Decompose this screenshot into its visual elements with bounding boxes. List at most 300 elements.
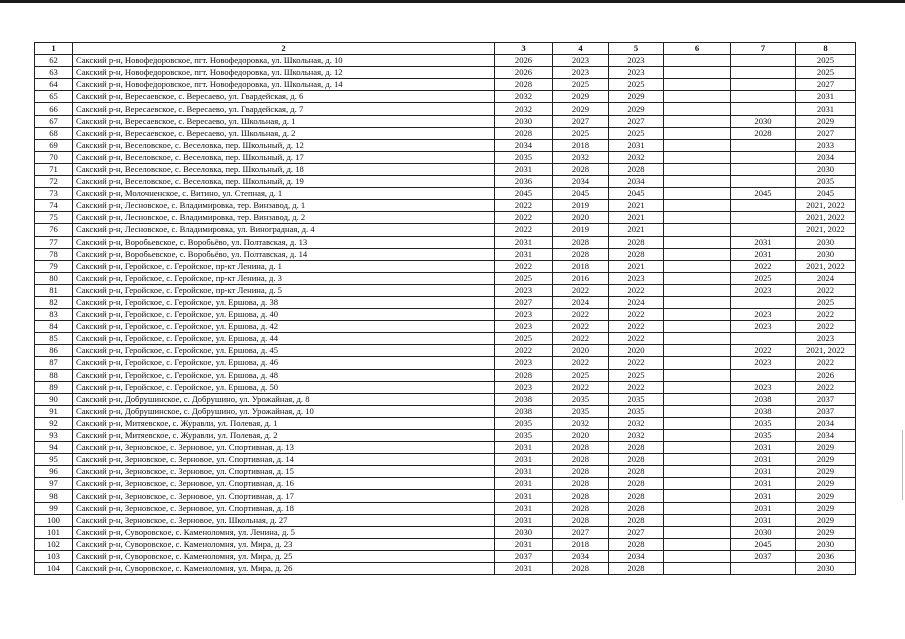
year-cell	[664, 563, 731, 575]
row-number-cell: 73	[35, 188, 73, 200]
year-cell: 2016	[553, 272, 609, 284]
year-cell	[664, 212, 731, 224]
table-row	[35, 296, 856, 308]
year-cell	[664, 127, 731, 139]
year-cell	[664, 381, 731, 393]
row-number-cell: 93	[35, 430, 73, 442]
row-number-cell: 66	[35, 103, 73, 115]
row-number-cell: 78	[35, 248, 73, 260]
address-cell: Сакский р-н, Геройское, с. Геройское, пр-кт Ленина, д. 5	[73, 284, 495, 296]
year-cell: 2022	[609, 357, 664, 369]
year-cell	[731, 139, 796, 151]
year-cell: 2028	[553, 163, 609, 175]
year-cell	[731, 79, 796, 91]
address-cell: Сакский р-н, Суворовское, с. Каменоломня, ул. Мира, д. 25	[73, 550, 495, 562]
year-cell: 2029	[796, 115, 856, 127]
year-cell: 2035	[796, 176, 856, 188]
year-cell: 2031	[495, 454, 553, 466]
table-row	[35, 490, 856, 502]
year-cell: 2025	[553, 369, 609, 381]
year-cell: 2018	[553, 538, 609, 550]
year-cell: 2027	[796, 79, 856, 91]
year-cell	[731, 333, 796, 345]
table-row	[35, 272, 856, 284]
year-cell: 2022	[609, 321, 664, 333]
year-cell	[664, 405, 731, 417]
year-cell: 2028	[731, 127, 796, 139]
scan-top-edge	[0, 0, 905, 3]
address-cell: Сакский р-н, Веселовское, с. Веселовка, пер. Школьный, д. 19	[73, 176, 495, 188]
address-cell: Сакский р-н, Геройское, с. Геройское, ул. Ершова, д. 42	[73, 321, 495, 333]
address-cell: Сакский р-н, Лесновское, с. Владимировка, тер. Винзавод, д. 1	[73, 200, 495, 212]
table-row	[35, 91, 856, 103]
table-row	[35, 430, 856, 442]
year-cell: 2034	[609, 176, 664, 188]
year-cell	[664, 284, 731, 296]
year-cell	[664, 103, 731, 115]
year-cell: 2032	[553, 151, 609, 163]
year-cell: 2029	[796, 478, 856, 490]
row-number-cell: 96	[35, 466, 73, 478]
year-cell: 2022	[553, 381, 609, 393]
address-cell: Сакский р-н, Зерновское, с. Зерновое, ул. Спортивная, д. 15	[73, 466, 495, 478]
year-cell: 2023	[495, 357, 553, 369]
year-cell: 2023	[609, 67, 664, 79]
year-cell: 2023	[796, 333, 856, 345]
year-cell: 2028	[609, 514, 664, 526]
year-cell: 2037	[495, 550, 553, 562]
year-cell	[731, 212, 796, 224]
year-cell	[664, 260, 731, 272]
year-cell: 2022	[796, 381, 856, 393]
year-cell	[664, 478, 731, 490]
address-cell: Сакский р-н, Зерновское, с. Зерновое, ул. Спортивная, д. 18	[73, 502, 495, 514]
year-cell: 2031	[731, 442, 796, 454]
year-cell: 2028	[495, 369, 553, 381]
year-cell	[664, 236, 731, 248]
column-header-8: 8	[796, 43, 856, 55]
column-header-2: 2	[73, 43, 495, 55]
row-number-cell: 88	[35, 369, 73, 381]
year-cell: 2028	[609, 454, 664, 466]
year-cell: 2035	[609, 405, 664, 417]
year-cell: 2026	[495, 55, 553, 67]
document-page	[34, 42, 856, 575]
year-cell	[664, 514, 731, 526]
year-cell: 2035	[609, 393, 664, 405]
year-cell: 2035	[553, 405, 609, 417]
address-cell: Сакский р-н, Лесновское, с. Владимировка, тер. Винзавод, д. 2	[73, 212, 495, 224]
year-cell: 2030	[495, 526, 553, 538]
year-cell: 2031	[495, 563, 553, 575]
year-cell	[731, 296, 796, 308]
address-cell: Сакский р-н, Вересаевское, с. Вересаево, ул. Гвардейская, д. 7	[73, 103, 495, 115]
year-cell: 2034	[609, 550, 664, 562]
year-cell	[731, 103, 796, 115]
year-cell: 2031	[495, 248, 553, 260]
year-cell: 2029	[796, 466, 856, 478]
address-cell: Сакский р-н, Геройское, с. Геройское, ул. Ершова, д. 45	[73, 345, 495, 357]
table-row	[35, 248, 856, 260]
address-cell: Сакский р-н, Геройское, с. Геройское, ул. Ершова, д. 38	[73, 296, 495, 308]
address-cell: Сакский р-н, Геройское, с. Геройское, пр-кт Ленина, д. 3	[73, 272, 495, 284]
year-cell	[731, 163, 796, 175]
year-cell: 2023	[553, 55, 609, 67]
table-row	[35, 538, 856, 550]
year-cell: 2021, 2022	[796, 224, 856, 236]
address-cell: Сакский р-н, Лесновское, с. Владимировка, ул. Виноградная, д. 4	[73, 224, 495, 236]
year-cell	[664, 442, 731, 454]
row-number-cell: 90	[35, 393, 73, 405]
table-row	[35, 321, 856, 333]
row-number-cell: 64	[35, 79, 73, 91]
row-number-cell: 74	[35, 200, 73, 212]
table-row	[35, 478, 856, 490]
year-cell: 2022	[609, 309, 664, 321]
year-cell: 2033	[796, 139, 856, 151]
year-cell: 2031	[495, 236, 553, 248]
table-row	[35, 212, 856, 224]
address-cell: Сакский р-н, Геройское, с. Геройское, ул. Ершова, д. 44	[73, 333, 495, 345]
year-cell: 2022	[553, 309, 609, 321]
year-cell	[664, 139, 731, 151]
year-cell: 2035	[553, 393, 609, 405]
year-cell: 2028	[553, 514, 609, 526]
year-cell: 2027	[553, 526, 609, 538]
table-row	[35, 526, 856, 538]
year-cell: 2037	[796, 405, 856, 417]
row-number-cell: 98	[35, 490, 73, 502]
year-cell: 2025	[495, 333, 553, 345]
address-cell: Сакский р-н, Суворовское, с. Каменоломня, ул. Мира, д. 23	[73, 538, 495, 550]
year-cell: 2022	[796, 321, 856, 333]
row-number-cell: 104	[35, 563, 73, 575]
year-cell: 2045	[495, 188, 553, 200]
year-cell: 2028	[553, 236, 609, 248]
year-cell: 2021, 2022	[796, 260, 856, 272]
year-cell: 2030	[796, 538, 856, 550]
year-cell: 2020	[553, 345, 609, 357]
year-cell: 2023	[731, 381, 796, 393]
year-cell: 2032	[495, 91, 553, 103]
table-row	[35, 163, 856, 175]
year-cell: 2019	[553, 224, 609, 236]
year-cell: 2022	[731, 345, 796, 357]
year-cell: 2032	[495, 103, 553, 115]
year-cell: 2031	[731, 248, 796, 260]
table-row	[35, 345, 856, 357]
year-cell: 2038	[731, 405, 796, 417]
year-cell	[664, 200, 731, 212]
year-cell: 2031	[495, 478, 553, 490]
year-cell	[731, 200, 796, 212]
year-cell	[664, 369, 731, 381]
year-cell: 2031	[796, 91, 856, 103]
row-number-cell: 71	[35, 163, 73, 175]
year-cell	[731, 224, 796, 236]
year-cell: 2028	[553, 478, 609, 490]
year-cell	[664, 526, 731, 538]
year-cell: 2035	[495, 430, 553, 442]
row-number-cell: 91	[35, 405, 73, 417]
year-cell: 2023	[495, 321, 553, 333]
year-cell: 2032	[609, 430, 664, 442]
year-cell: 2020	[553, 430, 609, 442]
year-cell: 2025	[796, 67, 856, 79]
year-cell: 2032	[609, 417, 664, 429]
year-cell: 2022	[796, 357, 856, 369]
data-table	[34, 42, 856, 575]
table-row	[35, 200, 856, 212]
year-cell: 2030	[796, 248, 856, 260]
year-cell: 2029	[796, 514, 856, 526]
address-cell: Сакский р-н, Молочненское, с. Витино, ул. Степная, д. 1	[73, 188, 495, 200]
year-cell: 2028	[609, 442, 664, 454]
year-cell	[731, 151, 796, 163]
year-cell: 2034	[796, 430, 856, 442]
year-cell: 2031	[495, 502, 553, 514]
year-cell	[664, 296, 731, 308]
year-cell: 2022	[796, 309, 856, 321]
year-cell: 2035	[495, 417, 553, 429]
year-cell: 2025	[796, 55, 856, 67]
address-cell: Сакский р-н, Добрушинское, с. Добрушино, ул. Урожайная, д. 8	[73, 393, 495, 405]
address-cell: Сакский р-н, Геройское, с. Геройское, ул. Ершова, д. 50	[73, 381, 495, 393]
year-cell: 2045	[609, 188, 664, 200]
row-number-cell: 69	[35, 139, 73, 151]
year-cell: 2030	[731, 115, 796, 127]
year-cell: 2021, 2022	[796, 345, 856, 357]
address-cell: Сакский р-н, Зерновское, с. Зерновое, ул. Спортивная, д. 13	[73, 442, 495, 454]
year-cell: 2021	[609, 212, 664, 224]
row-number-cell: 89	[35, 381, 73, 393]
table-row	[35, 115, 856, 127]
table-row	[35, 55, 856, 67]
row-number-cell: 87	[35, 357, 73, 369]
year-cell	[664, 321, 731, 333]
year-cell: 2023	[495, 284, 553, 296]
year-cell	[664, 91, 731, 103]
table-row	[35, 176, 856, 188]
year-cell	[664, 538, 731, 550]
year-cell: 2023	[553, 67, 609, 79]
year-cell	[731, 55, 796, 67]
year-cell: 2023	[731, 357, 796, 369]
column-header-6: 6	[664, 43, 731, 55]
year-cell: 2032	[609, 151, 664, 163]
year-cell	[731, 67, 796, 79]
row-number-cell: 94	[35, 442, 73, 454]
year-cell: 2029	[609, 91, 664, 103]
row-number-cell: 82	[35, 296, 73, 308]
row-number-cell: 77	[35, 236, 73, 248]
year-cell: 2025	[553, 127, 609, 139]
table-row	[35, 563, 856, 575]
year-cell: 2045	[731, 188, 796, 200]
year-cell: 2024	[553, 296, 609, 308]
year-cell: 2027	[796, 127, 856, 139]
table-row	[35, 442, 856, 454]
year-cell: 2022	[609, 381, 664, 393]
row-number-cell: 86	[35, 345, 73, 357]
row-number-cell: 72	[35, 176, 73, 188]
year-cell: 2025	[731, 272, 796, 284]
year-cell: 2022	[553, 357, 609, 369]
year-cell: 2031	[796, 103, 856, 115]
column-header-4: 4	[553, 43, 609, 55]
row-number-cell: 103	[35, 550, 73, 562]
year-cell: 2022	[796, 284, 856, 296]
address-cell: Сакский р-н, Геройское, с. Геройское, пр-кт Ленина, д. 1	[73, 260, 495, 272]
row-number-cell: 102	[35, 538, 73, 550]
year-cell	[664, 176, 731, 188]
address-cell: Сакский р-н, Зерновское, с. Зерновое, ул. Спортивная, д. 14	[73, 454, 495, 466]
year-cell	[664, 188, 731, 200]
year-cell: 2034	[495, 139, 553, 151]
address-cell: Сакский р-н, Суворовское, с. Каменоломня, ул. Ленина, д. 5	[73, 526, 495, 538]
table-row	[35, 139, 856, 151]
table-row	[35, 260, 856, 272]
table-row	[35, 79, 856, 91]
year-cell: 2025	[609, 79, 664, 91]
year-cell: 2024	[609, 296, 664, 308]
row-number-cell: 63	[35, 67, 73, 79]
year-cell: 2028	[495, 127, 553, 139]
year-cell: 2037	[796, 393, 856, 405]
address-cell: Сакский р-н, Новофедоровское, пгт. Новофедоровка, ул. Школьная, д. 10	[73, 55, 495, 67]
table-row	[35, 127, 856, 139]
year-cell: 2022	[553, 284, 609, 296]
row-number-cell: 70	[35, 151, 73, 163]
year-cell: 2045	[553, 188, 609, 200]
year-cell: 2024	[796, 272, 856, 284]
year-cell: 2035	[731, 430, 796, 442]
row-number-cell: 67	[35, 115, 73, 127]
year-cell: 2031	[731, 466, 796, 478]
year-cell: 2021, 2022	[796, 212, 856, 224]
address-cell: Сакский р-н, Вересаевское, с. Вересаево, ул. Гвардейская, д. 6	[73, 91, 495, 103]
year-cell: 2026	[796, 369, 856, 381]
year-cell: 2018	[553, 260, 609, 272]
address-cell: Сакский р-н, Зерновское, с. Зерновое, ул. Спортивная, д. 17	[73, 490, 495, 502]
table-row	[35, 309, 856, 321]
table-row	[35, 284, 856, 296]
year-cell: 2031	[495, 490, 553, 502]
year-cell: 2028	[609, 490, 664, 502]
address-cell: Сакский р-н, Митяевское, с. Журавли, ул. Полевая, д. 1	[73, 417, 495, 429]
year-cell: 2028	[609, 248, 664, 260]
table-body	[35, 55, 856, 575]
year-cell: 2031	[495, 514, 553, 526]
year-cell: 2028	[553, 442, 609, 454]
row-number-cell: 97	[35, 478, 73, 490]
year-cell	[664, 393, 731, 405]
year-cell: 2028	[609, 478, 664, 490]
row-number-cell: 80	[35, 272, 73, 284]
year-cell: 2034	[553, 176, 609, 188]
year-cell: 2031	[495, 442, 553, 454]
year-cell: 2027	[609, 526, 664, 538]
table-row	[35, 405, 856, 417]
year-cell: 2028	[553, 502, 609, 514]
table-row	[35, 466, 856, 478]
year-cell: 2036	[796, 550, 856, 562]
address-cell: Сакский р-н, Веселовское, с. Веселовка, пер. Школьный, д. 12	[73, 139, 495, 151]
table-header-row	[35, 43, 856, 55]
year-cell: 2025	[495, 272, 553, 284]
year-cell: 2028	[553, 490, 609, 502]
year-cell: 2031	[731, 454, 796, 466]
year-cell	[664, 115, 731, 127]
year-cell: 2037	[731, 550, 796, 562]
row-number-cell: 76	[35, 224, 73, 236]
year-cell: 2028	[609, 466, 664, 478]
column-header-3: 3	[495, 43, 553, 55]
year-cell: 2022	[553, 321, 609, 333]
table-row	[35, 417, 856, 429]
year-cell: 2034	[796, 151, 856, 163]
column-header-7: 7	[731, 43, 796, 55]
year-cell: 2025	[609, 369, 664, 381]
year-cell	[664, 345, 731, 357]
row-number-cell: 65	[35, 91, 73, 103]
year-cell: 2031	[609, 139, 664, 151]
address-cell: Сакский р-н, Воробьевское, с. Воробьёво, ул. Полтавская, д. 13	[73, 236, 495, 248]
year-cell	[664, 163, 731, 175]
year-cell: 2031	[731, 490, 796, 502]
year-cell: 2028	[553, 466, 609, 478]
year-cell	[664, 67, 731, 79]
year-cell: 2029	[609, 103, 664, 115]
year-cell	[664, 224, 731, 236]
year-cell	[664, 272, 731, 284]
year-cell: 2034	[796, 417, 856, 429]
year-cell	[664, 309, 731, 321]
table-row	[35, 151, 856, 163]
year-cell	[664, 550, 731, 562]
year-cell: 2028	[553, 454, 609, 466]
row-number-cell: 99	[35, 502, 73, 514]
address-cell: Сакский р-н, Веселовское, с. Веселовка, пер. Школьный, д. 17	[73, 151, 495, 163]
year-cell: 2030	[796, 236, 856, 248]
year-cell: 2019	[553, 200, 609, 212]
year-cell: 2022	[495, 200, 553, 212]
table-row	[35, 236, 856, 248]
year-cell: 2022	[495, 224, 553, 236]
year-cell: 2031	[495, 538, 553, 550]
year-cell	[664, 151, 731, 163]
year-cell: 2022	[495, 260, 553, 272]
year-cell: 2030	[495, 115, 553, 127]
year-cell: 2022	[495, 212, 553, 224]
year-cell: 2031	[731, 514, 796, 526]
year-cell: 2021	[609, 224, 664, 236]
year-cell: 2030	[796, 163, 856, 175]
column-header-5: 5	[609, 43, 664, 55]
year-cell	[664, 490, 731, 502]
row-number-cell: 75	[35, 212, 73, 224]
row-number-cell: 92	[35, 417, 73, 429]
year-cell: 2027	[609, 115, 664, 127]
year-cell: 2029	[796, 502, 856, 514]
year-cell: 2028	[609, 502, 664, 514]
year-cell: 2023	[731, 284, 796, 296]
address-cell: Сакский р-н, Веселовское, с. Веселовка, пер. Школьный, д. 18	[73, 163, 495, 175]
address-cell: Сакский р-н, Геройское, с. Геройское, ул. Ершова, д. 40	[73, 309, 495, 321]
address-cell: Сакский р-н, Вересаевское, с. Вересаево, ул. Школьная, д. 2	[73, 127, 495, 139]
year-cell	[664, 55, 731, 67]
year-cell: 2022	[731, 260, 796, 272]
